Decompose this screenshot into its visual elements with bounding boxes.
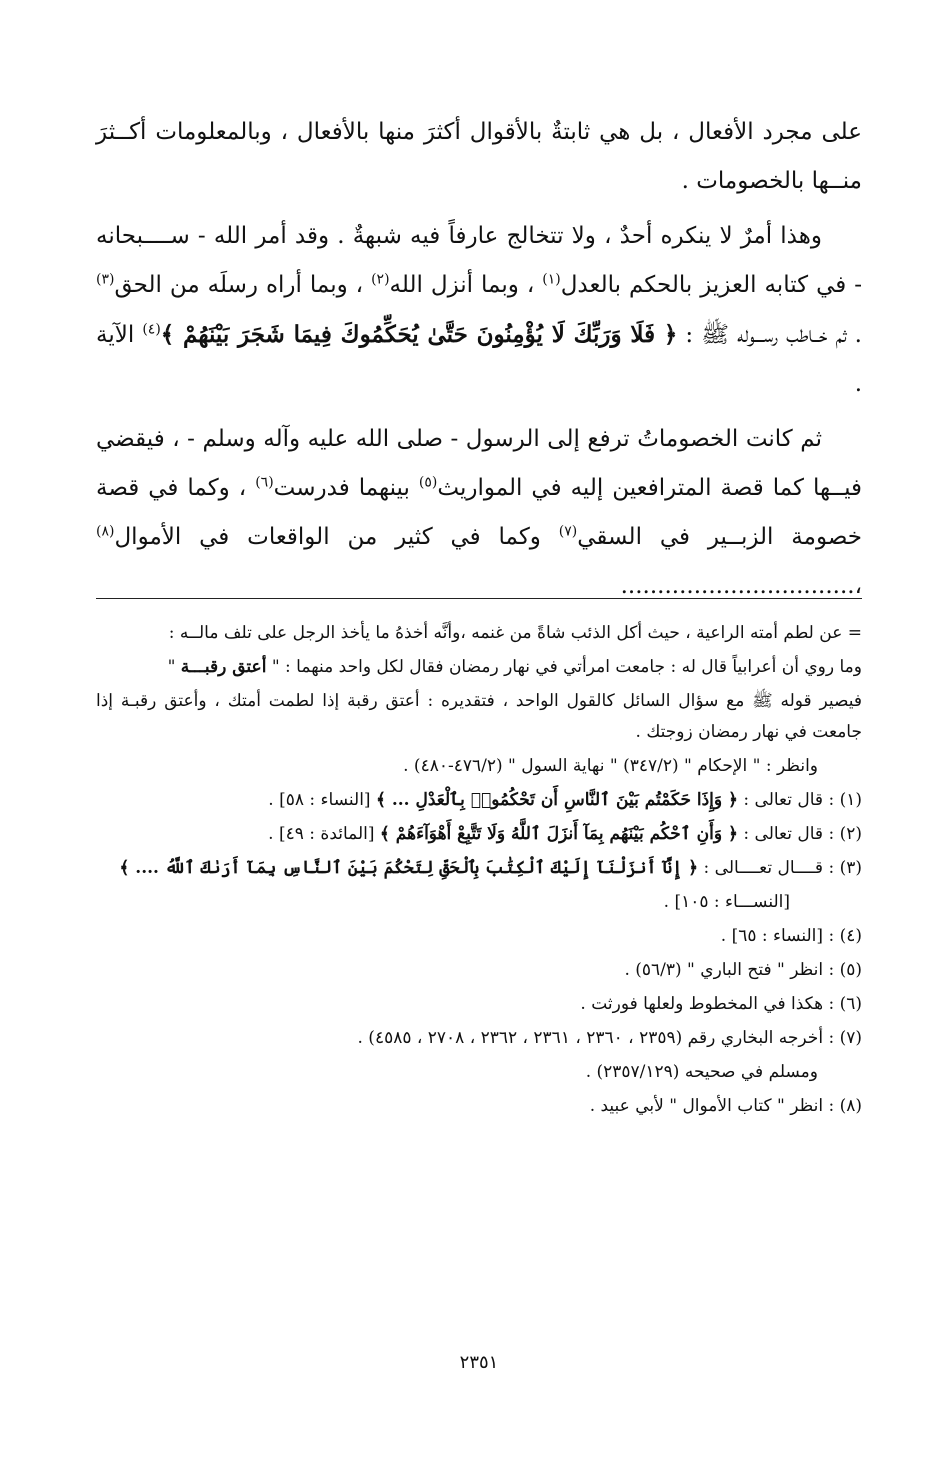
footnote-marker-7[interactable]: (٧) bbox=[558, 523, 578, 540]
paragraph-3-text-b: بينهما فدرست bbox=[273, 475, 419, 501]
footnote-marker-5[interactable]: (٥) bbox=[418, 474, 438, 491]
paragraph-2-text-e: الآية . bbox=[96, 322, 862, 397]
footnote-continuation-d-text: وانظر : " الإحكام " (٣٤٧/٢) " نهاية السول " (٤٧٦/٢-٤٨٠) . bbox=[403, 756, 818, 776]
footnote-continuation-a bbox=[96, 618, 862, 649]
paragraph-2-text-d: . ثم خــاطب رســـوله ﷺ : bbox=[677, 322, 862, 348]
paragraph-3-text-d: وكما في كثير من الواقعات في الأموال bbox=[114, 524, 559, 550]
footnote-continuation-a-text: = عن لطم أمته الراعية ، حيث أكل الذئب شاةً من غنمه ،وأنَّه أخذهُ ما يأخذ الرجل على تلف مالــه : bbox=[168, 623, 862, 643]
footnote-marker-1[interactable]: (١) bbox=[542, 271, 561, 288]
footnote-marker-3[interactable]: (٣) bbox=[96, 271, 115, 288]
footnote-1 bbox=[96, 785, 862, 816]
footnote-3-verse: ﴿ إِنَّآ أَنزَلْنَآ إِلَيْكَ ٱلْكِتَٰبَ بِٱلْحَقِّ لِتَحْكُمَ بَيْنَ ٱلنَّاسِ بِمَآ أَرَىٰكَ ٱللَّهُ .... ﴾ bbox=[119, 858, 699, 878]
paragraph-3 bbox=[96, 415, 862, 611]
footnote-marker-6[interactable]: (٦) bbox=[255, 474, 274, 491]
paragraph-1 bbox=[96, 108, 862, 206]
footnote-3 bbox=[96, 853, 862, 884]
paragraph-3-text-c: ، وكما في قصة خصومة الزبــير في السقي bbox=[96, 475, 862, 550]
footnote-continuation-d bbox=[96, 751, 862, 782]
footnote-separator bbox=[96, 598, 862, 599]
document-page bbox=[96, 0, 862, 1478]
paragraph-2-text-b: ، وبما أنزل الله bbox=[389, 272, 543, 298]
continuation-dots: ................................ bbox=[620, 573, 855, 599]
paragraph-2-text-a: وهذا أمرٌ لا ينكره أحدٌ ، ولا تتخالج عارفاً فيه شبهةٌ . وقد أمر الله - ســــبحانه - في كتابه العزيز بالحكم بالعدل bbox=[96, 223, 862, 298]
footnote-2-reference: [المائدة : ٤٩] . bbox=[268, 824, 380, 844]
footnote-marker-2[interactable]: (٢) bbox=[371, 271, 390, 288]
paragraph-3-text-e: ، bbox=[854, 573, 862, 599]
footnote-6 bbox=[96, 989, 862, 1020]
quran-verse: ﴿ فَلَا وَرَبِّكَ لَا يُؤْمِنُونَ حَتَّىٰ يُحَكِّمُوكَ فِيمَا شَجَرَ بَيْنَهُمْ ﴾ bbox=[160, 321, 678, 348]
page-number: ٢٣٥١ bbox=[459, 1352, 499, 1373]
footnote-7-continuation bbox=[96, 1057, 862, 1088]
footnote-2-verse: ﴿ وَأَنِ ٱحْكُم بَيْنَهُم بِمَآ أَنزَلَ ٱللَّهُ وَلَا تَتَّبِعْ أَهْوَآءَهُمْ ﴾ bbox=[379, 824, 738, 844]
paragraph-2 bbox=[96, 212, 862, 409]
footnote-continuation-c bbox=[96, 686, 862, 748]
footnote-marker-8[interactable]: (٨) bbox=[96, 523, 115, 540]
footnote-2-label: (٢) : قال تعالى : bbox=[737, 824, 862, 844]
footnote-3-reference-line bbox=[96, 887, 862, 918]
footnote-continuation-c-text: فيصير قوله ﷺ مع سؤال السائل كالقول الواحد ، فتقديره : أعتق رقبة إذا لطمت أمتك ، وأعتق رقبـة إذا جامعت في نهار رمضان زوجتك . bbox=[96, 691, 862, 742]
footnote-1-verse: ﴿ وَإِذَا حَكَمْتُم بَيْنَ ٱلنَّاسِ أَن تَحْكُمُوا۟ بِٱلْعَدْلِ ... ﴾ bbox=[375, 790, 738, 810]
paragraph-1-text: على مجرد الأفعال ، بل هي ثابتةٌ بالأقوال أكثرَ منها بالأفعال ، وبالمعلومات أكــثرَ منــها بالخصومات . bbox=[96, 119, 862, 194]
footnote-8-text: (٨) : انظر " كتاب الأموال " لأبي عبيد . bbox=[589, 1096, 862, 1116]
footnote-7-continuation-text: ومسلم في صحيحه (٢٣٥٧/١٢٩) . bbox=[585, 1062, 818, 1082]
footnote-3-reference: [النســـاء : ١٠٥] . bbox=[663, 892, 790, 912]
footnote-2 bbox=[96, 819, 862, 850]
footnote-5 bbox=[96, 955, 862, 986]
footnote-marker-4[interactable]: (٤) bbox=[142, 321, 161, 338]
paragraph-2-text-c: ، وبما أراه رسلَه من الحق bbox=[114, 272, 372, 298]
footnote-8 bbox=[96, 1091, 862, 1122]
footnote-continuation-b-end: " bbox=[167, 657, 181, 677]
footnote-1-label: (١) : قال تعالى : bbox=[737, 790, 862, 810]
main-text bbox=[96, 108, 862, 617]
footnotes bbox=[96, 618, 862, 1125]
footnote-4-text: (٤) : [النساء : ٦٥] . bbox=[720, 926, 862, 946]
footnote-continuation-b bbox=[96, 652, 862, 683]
footnote-5-text: (٥) : انظر " فتح الباري " (٥٦/٣) . bbox=[624, 960, 862, 980]
footnote-3-label: (٣) : قــــال تعــــالى : bbox=[698, 858, 862, 878]
footnote-continuation-b-text: وما روي أن أعرابياً قال له : جامعت امرأتي في نهار رمضان فقال لكل واحد منهما : " bbox=[266, 657, 862, 677]
footnote-7 bbox=[96, 1023, 862, 1054]
footnote-7-text: (٧) : أخرجه البخاري رقم (٢٣٥٩ ، ٢٣٦٠ ، ٢٣٦١ ، ٢٣٦٢ ، ٢٧٠٨ ، ٤٥٨٥) . bbox=[357, 1028, 862, 1048]
footnote-6-text: (٦) : هكذا في المخطوط ولعلها فورثت . bbox=[580, 994, 862, 1014]
paragraph-3-text-a: ثم كانت الخصوماتُ ترفع إلى الرسول - صلى الله عليه وآله وسلم - ، فيقضي فيــها كما قصة المترافعين إليه في المواريث bbox=[96, 426, 863, 501]
footnote-4 bbox=[96, 921, 862, 952]
footnote-continuation-b-bold: أعتق رقبـــة bbox=[180, 657, 267, 677]
footnote-1-reference: [النساء : ٥٨] . bbox=[268, 790, 376, 810]
